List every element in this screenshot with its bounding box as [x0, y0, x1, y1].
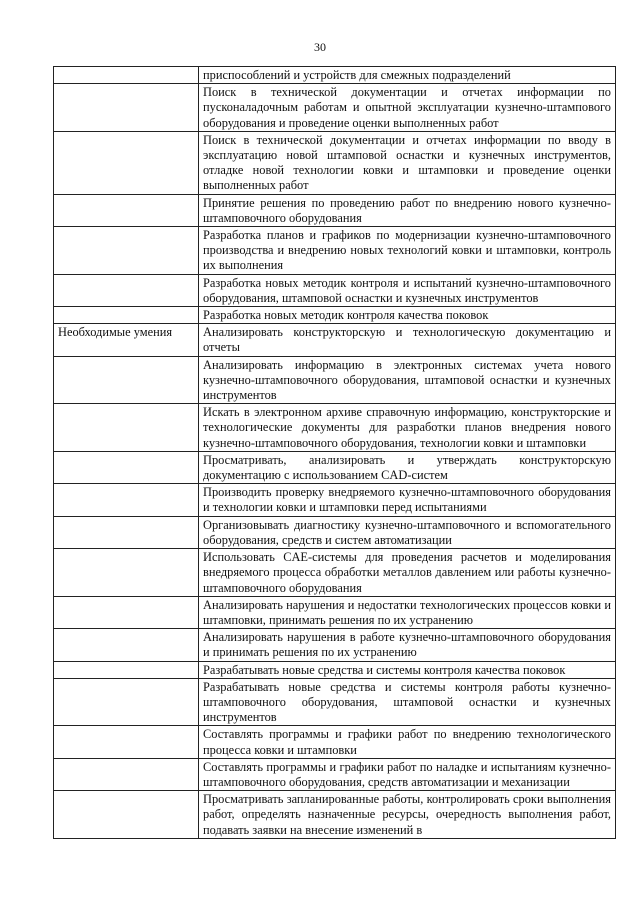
table-row — [54, 516, 616, 548]
row-label — [54, 194, 199, 226]
row-label — [54, 596, 199, 628]
row-text: Анализировать нарушения в работе кузнечно-штамповочного оборудования и принимать решения по их устранению — [199, 629, 616, 661]
row-label — [54, 131, 199, 194]
row-text: Разрабатывать новые средства и системы контроля работы кузнечно-штамповочного оборудования, штамповой оснастки и кузнечных инструментов — [199, 678, 616, 726]
table-row — [54, 549, 616, 597]
row-label — [54, 356, 199, 404]
table-row — [54, 758, 616, 790]
row-label — [54, 67, 199, 84]
table-row — [54, 356, 616, 404]
table-row — [54, 84, 616, 132]
table-row — [54, 791, 616, 839]
row-text: приспособлений и устройств для смежных подразделений — [199, 67, 616, 84]
table-row — [54, 324, 616, 356]
row-text: Разработка новых методик контроля и испытаний кузнечно-штамповочного оборудования, штамповой оснастки и кузнечных инструментов — [199, 274, 616, 306]
table-row — [54, 484, 616, 516]
row-label — [54, 307, 199, 324]
row-text: Принятие решения по проведению работ по внедрению нового кузнечно-штамповочного оборудования — [199, 194, 616, 226]
row-label — [54, 404, 199, 452]
table-row — [54, 661, 616, 678]
row-text: Разработка планов и графиков по модернизации кузнечно-штамповочного производства и внедрению новых технологий ковки и штамповки, контроль их выполнения — [199, 227, 616, 275]
row-label — [54, 629, 199, 661]
row-text: Разрабатывать новые средства и системы контроля качества поковок — [199, 661, 616, 678]
row-label — [54, 678, 199, 726]
row-label — [54, 758, 199, 790]
row-text: Разработка новых методик контроля качества поковок — [199, 307, 616, 324]
row-text: Организовывать диагностику кузнечно-штамповочного и вспомогательного оборудования, средств и систем автоматизации — [199, 516, 616, 548]
row-label — [54, 484, 199, 516]
table-row — [54, 629, 616, 661]
table-row — [54, 67, 616, 84]
row-text: Искать в электронном архиве справочную информацию, конструкторские и технологические документы для разработки планов внедрения нового кузнечно-штамповочного оборудования, технологии ковки и штамповки — [199, 404, 616, 452]
row-label — [54, 726, 199, 758]
row-label — [54, 549, 199, 597]
table-row — [54, 194, 616, 226]
section-label-skills: Необходимые умения — [54, 324, 199, 356]
row-text: Анализировать конструкторскую и технологическую документацию и отчеты — [199, 324, 616, 356]
row-text: Использовать CAE-системы для проведения расчетов и моделирования внедряемого процесса обработки металлов давлением или работы кузнечно-штамповочного оборудования — [199, 549, 616, 597]
row-label — [54, 661, 199, 678]
row-label — [54, 84, 199, 132]
row-label — [54, 516, 199, 548]
row-text: Поиск в технической документации и отчетах информации по пусконаладочным работам и опытной эксплуатации кузнечно-штампового оборудования и проведение оценки выполненных работ — [199, 84, 616, 132]
table-row — [54, 274, 616, 306]
row-label — [54, 791, 199, 839]
requirements-table — [53, 66, 616, 839]
table-row — [54, 596, 616, 628]
row-text: Просматривать, анализировать и утверждать конструкторскую документацию с использованием CAD-систем — [199, 451, 616, 483]
table-row — [54, 451, 616, 483]
row-label — [54, 451, 199, 483]
table-row — [54, 131, 616, 194]
table-row — [54, 307, 616, 324]
row-text: Анализировать нарушения и недостатки технологических процессов ковки и штамповки, принимать решения по их устранению — [199, 596, 616, 628]
row-text: Анализировать информацию в электронных системах учета нового кузнечно-штамповочного оборудования, штамповой оснастки и кузнечных инструментов — [199, 356, 616, 404]
table-row — [54, 227, 616, 275]
table-row — [54, 678, 616, 726]
page-number: 30 — [314, 40, 326, 54]
row-text: Просматривать запланированные работы, контролировать сроки выполнения работ, определять назначенные ресурсы, очередность выполнения работ, подавать заявки на внесение изменений в — [199, 791, 616, 839]
row-label — [54, 227, 199, 275]
row-text: Поиск в технической документации и отчетах информации по вводу в эксплуатацию новой штамповой оснастки и кузнечных инструментов, отладке новой технологии ковки и штамповки и проведение оценки выполненных работ — [199, 131, 616, 194]
row-text: Составлять программы и графики работ по внедрению технологического процесса ковки и штамповки — [199, 726, 616, 758]
table-row — [54, 404, 616, 452]
row-text: Составлять программы и графики работ по наладке и испытаниям кузнечно-штамповочного оборудования, средств автоматизации и механизации — [199, 758, 616, 790]
row-text: Производить проверку внедряемого кузнечно-штамповочного оборудования и технологии ковки и штамповки перед испытаниями — [199, 484, 616, 516]
table-row — [54, 726, 616, 758]
row-label — [54, 274, 199, 306]
